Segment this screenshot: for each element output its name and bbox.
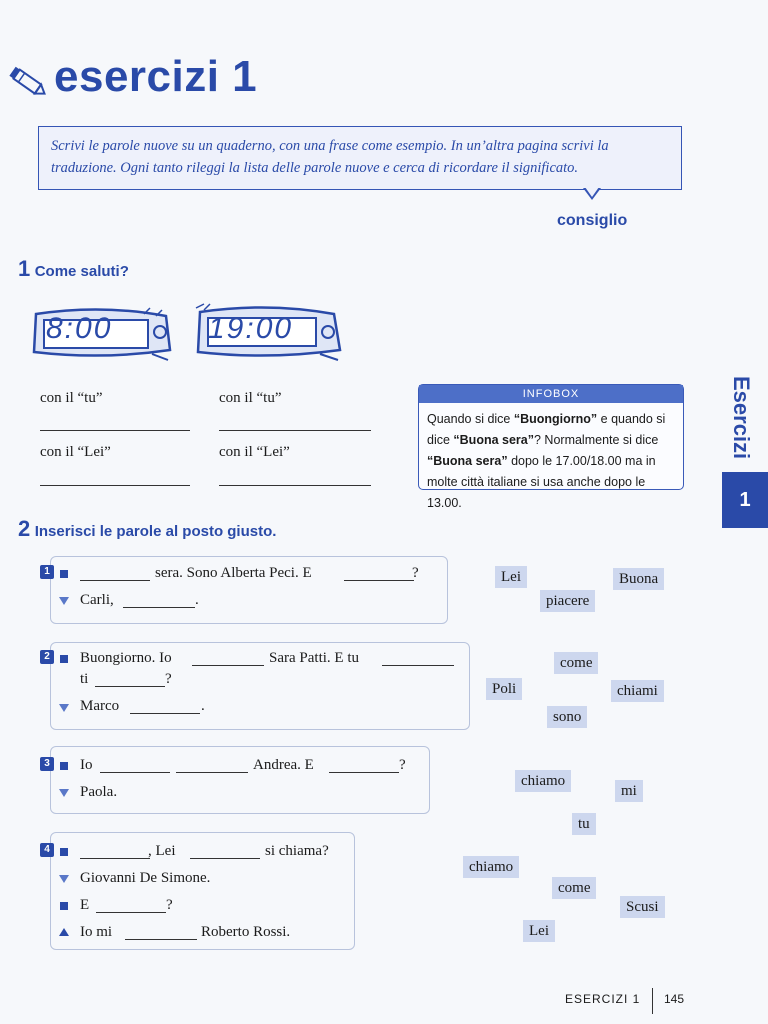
gap-line[interactable]: [176, 772, 248, 773]
dialogue-text: .: [195, 592, 199, 608]
word-chip[interactable]: Lei: [523, 920, 555, 942]
gap-line[interactable]: [382, 665, 454, 666]
tip-box-tail-inner: [585, 187, 599, 197]
answer-line-tu-1[interactable]: [40, 430, 190, 431]
dialogue-text: , Lei: [148, 843, 176, 859]
gap-line[interactable]: [190, 858, 260, 859]
word-chip[interactable]: piacere: [540, 590, 595, 612]
dialogue-text: Sara Patti. E tu: [269, 650, 359, 666]
speaker-b-marker: [59, 704, 69, 712]
dialogue-text: E: [80, 897, 90, 913]
word-chip[interactable]: mi: [615, 780, 643, 802]
dialogue-number-badge: 1: [40, 565, 54, 579]
dialogue-text: si chiama?: [265, 843, 329, 859]
dialogue-text: Buongiorno. Io: [80, 650, 172, 666]
infobox-text-part: dopo le 17.00/18.00 ma in molte città italiane si usa anche dopo le 13.00.: [427, 454, 656, 510]
dialogue-text: Giovanni De Simone.: [80, 870, 211, 886]
infobox-text-part: ? Normalmente si dice: [534, 433, 659, 447]
dialogue-number-badge: 2: [40, 650, 54, 664]
speaker-a-marker: [60, 848, 68, 856]
dialogue-text: Carli,: [80, 592, 114, 608]
infobox-text-part: e quando si dice: [427, 412, 666, 447]
gap-line[interactable]: [100, 772, 170, 773]
page-number: 145: [664, 992, 685, 1006]
exercise-number: 2: [18, 516, 31, 541]
word-chip[interactable]: come: [552, 877, 596, 899]
word-chip[interactable]: Scusi: [620, 896, 665, 918]
gap-line[interactable]: [125, 939, 197, 940]
label-tu-2: con il “tu”: [219, 390, 282, 406]
word-chip[interactable]: chiamo: [515, 770, 571, 792]
word-chip[interactable]: chiamo: [463, 856, 519, 878]
exercise-2-heading: [18, 516, 276, 542]
speaker-a-marker: [60, 902, 68, 910]
footer-section: ESERCIZI 1: [565, 992, 641, 1006]
pencil-icon: [6, 62, 48, 102]
dialogue-text: ?: [399, 757, 406, 773]
infobox-bold-part: “Buona sera”: [453, 433, 534, 447]
infobox-heading: INFOBOX: [419, 385, 683, 403]
gap-line[interactable]: [95, 686, 165, 687]
infobox-bold-part: “Buona sera”: [427, 454, 508, 468]
dialogue-number-badge: 3: [40, 757, 54, 771]
speaker-a-marker: [60, 570, 68, 578]
answer-line-tu-2[interactable]: [219, 430, 371, 431]
dialogue-text: ?: [165, 671, 172, 687]
footer-divider: [652, 988, 653, 1014]
infobox-text-part: Quando si dice: [427, 412, 514, 426]
dialogue-text: ?: [166, 897, 173, 913]
word-chip[interactable]: Buona: [613, 568, 664, 590]
side-tab-text: Esercizi: [729, 376, 754, 460]
label-lei-2: con il “Lei”: [219, 444, 290, 460]
speaker-a-reply-marker: [59, 928, 69, 936]
speaker-a-marker: [60, 655, 68, 663]
page-title: esercizi 1: [54, 52, 258, 101]
exercise-number: 1: [18, 256, 31, 281]
exercise-title: Inserisci le parole al posto giusto.: [34, 523, 277, 540]
tip-box: [38, 126, 682, 190]
dialogue-box-3: [50, 746, 430, 814]
speaker-b-marker: [59, 875, 69, 883]
exercise-title: Come saluti?: [34, 263, 129, 280]
exercise-1-heading: [18, 256, 129, 282]
label-tu-1: con il “tu”: [40, 390, 103, 406]
gap-line[interactable]: [123, 607, 195, 608]
gap-line[interactable]: [192, 665, 264, 666]
dialogue-text: Paola.: [80, 784, 118, 800]
speaker-b-marker: [59, 789, 69, 797]
dialogue-text: Io mi: [80, 924, 113, 940]
word-chip[interactable]: sono: [547, 706, 587, 728]
dialogue-text: ti: [80, 671, 89, 687]
word-chip[interactable]: Lei: [495, 566, 527, 588]
word-chip[interactable]: come: [554, 652, 598, 674]
dialogue-text: Roberto Rossi.: [201, 924, 291, 940]
dialogue-text: Io: [80, 757, 93, 773]
answer-line-lei-1[interactable]: [40, 485, 190, 486]
gap-line[interactable]: [80, 580, 150, 581]
gap-line[interactable]: [344, 580, 414, 581]
clock-1-time: 8:00: [46, 312, 113, 345]
dialogue-text: Andrea. E: [253, 757, 314, 773]
infobox: [418, 384, 684, 510]
tip-label: consiglio: [557, 212, 628, 229]
word-chip[interactable]: Poli: [486, 678, 522, 700]
dialogue-text: ?: [412, 565, 419, 581]
clock-2-time: 19:00: [208, 312, 294, 345]
word-chip[interactable]: tu: [572, 813, 596, 835]
dialogue-text: Marco: [80, 698, 120, 714]
dialogue-text: .: [201, 698, 205, 714]
infobox-text: [427, 409, 679, 514]
gap-line[interactable]: [329, 772, 399, 773]
speaker-b-marker: [59, 597, 69, 605]
answer-line-lei-2[interactable]: [219, 485, 371, 486]
tip-text: Scrivi le parole nuove su un quaderno, con una frase come esempio. In un’altra pagina scrivi la traduzione. Ogni tanto rileggi la lista delle parole nuove e cerca di ricordare il significato.: [51, 138, 609, 176]
side-tab-label-wrap: [722, 372, 762, 472]
gap-line[interactable]: [80, 858, 150, 859]
dialogue-number-badge: 4: [40, 843, 54, 857]
dialogue-text: sera. Sono Alberta Peci. E: [155, 565, 312, 581]
infobox-bold-part: “Buongiorno”: [513, 412, 598, 426]
word-chip[interactable]: chiami: [611, 680, 664, 702]
gap-line[interactable]: [130, 713, 200, 714]
speaker-a-marker: [60, 762, 68, 770]
side-tab-number[interactable]: 1: [722, 472, 768, 528]
gap-line[interactable]: [96, 912, 166, 913]
label-lei-1: con il “Lei”: [40, 444, 111, 460]
